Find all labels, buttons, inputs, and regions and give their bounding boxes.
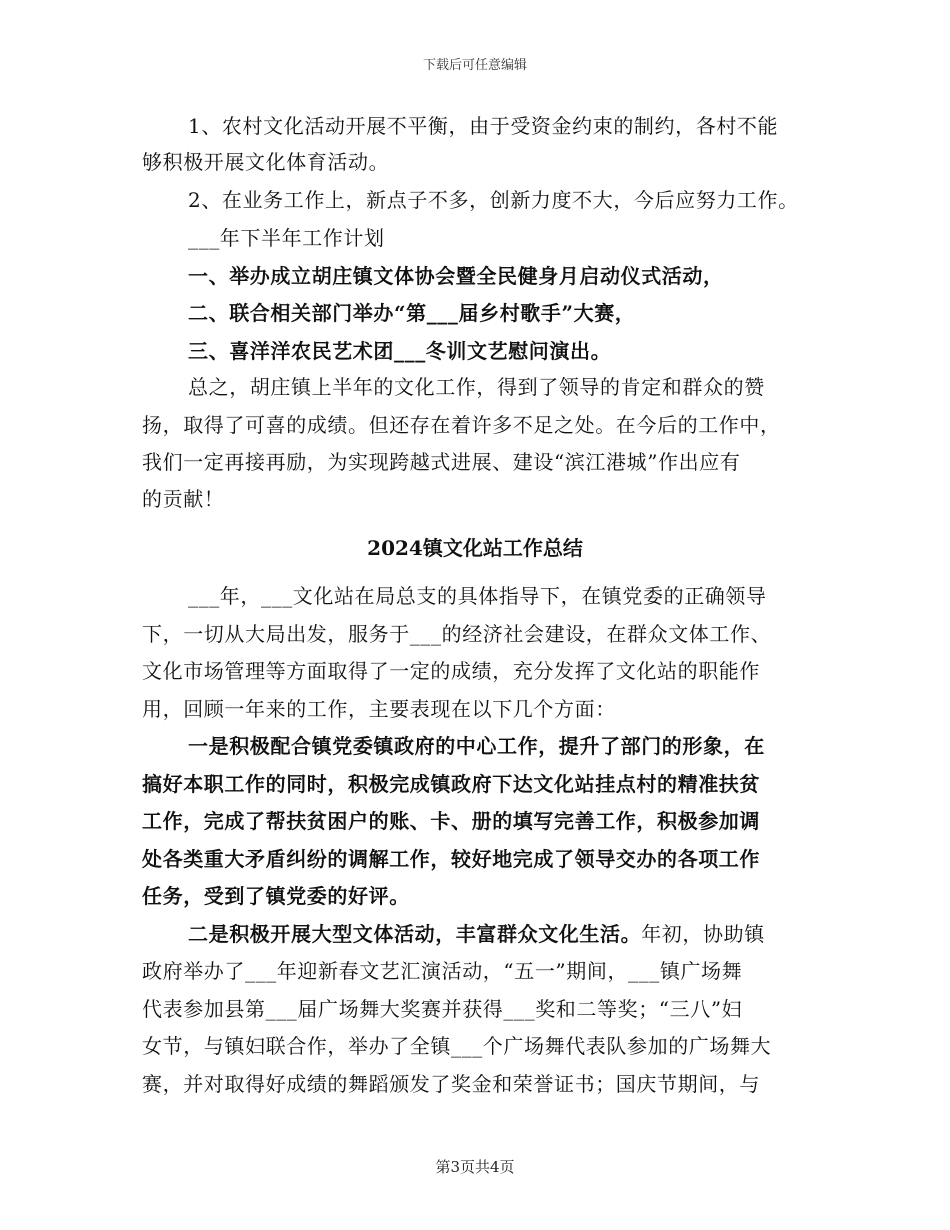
- paragraph-line: 1、农村文化活动开展不平衡，由于受资金约束的制约，各村不能: [188, 114, 779, 138]
- paragraph-line: 处各类重大矛盾纠纷的调解工作，较好地完成了领导交办的各项工作: [142, 847, 760, 871]
- page-header-note: 下载后可任意编辑: [422, 58, 527, 73]
- paragraph-line: [188, 922, 765, 946]
- section-title: 2024镇文化站工作总结: [367, 536, 583, 560]
- paragraph-line: 总之，胡庄镇上半年的文化工作，得到了领导的肯定和群众的赞: [188, 375, 765, 399]
- plan-item-3: 三、喜洋洋农民艺术团___冬训文艺慰问演出。: [188, 339, 612, 363]
- paragraph-line: 文化市场管理等方面取得了一定的成绩，充分发挥了文化站的职能作: [142, 659, 760, 683]
- plan-item-2: 二、联合相关部门举办“第___届乡村歌手”大赛，: [188, 301, 636, 325]
- paragraph-line: 的贡献！: [142, 487, 225, 511]
- paragraph-line: 下，一切从大局出发，服务于___的经济社会建设，在群众文体工作、: [142, 622, 772, 646]
- lead-tail-text: 年初，协助镇: [641, 922, 765, 946]
- paragraph-line: 工作，完成了帮扶贫困户的账、卡、册的填写完善工作，积极参加调: [142, 809, 760, 833]
- plan-item-1: 一、举办成立胡庄镇文体协会暨全民健身月启动仪式活动，: [188, 264, 724, 288]
- page-number: 第3页共4页: [435, 1158, 515, 1176]
- paragraph-line: 2、在业务工作上，新点子不多，创新力度不大，今后应努力工作。: [188, 188, 799, 212]
- paragraph-line: 政府举办了___年迎新春文艺汇演活动，“五一”期间，___镇广场舞: [142, 959, 743, 983]
- paragraph-line: 扬，取得了可喜的成绩。但还存在着许多不足之处。在今后的工作中，: [142, 413, 781, 437]
- paragraph-line: 女节，与镇妇联合作，举办了全镇___个广场舞代表队参加的广场舞大: [142, 1034, 772, 1058]
- paragraph-line: 用，回顾一年来的工作，主要表现在以下几个方面：: [142, 697, 616, 721]
- paragraph-line: 我们一定再接再励，为实现跨越式进展、建设“滨江港城”作出应有: [142, 450, 741, 474]
- paragraph-line: 一是积极配合镇党委镇政府的中心工作，提升了部门的形象，在: [188, 734, 765, 758]
- paragraph-line: ___年下半年工作计划: [188, 226, 385, 250]
- paragraph-line: 赛，并对取得好成绩的舞蹈颁发了奖金和荣誉证书；国庆节期间，与: [142, 1072, 760, 1096]
- bold-lead-text: 二是积极开展大型文体活动，丰富群众文化生活。: [188, 922, 642, 946]
- paragraph-line: 代表参加县第___届广场舞大奖赛并获得___奖和二等奖；“三八”妇: [142, 997, 743, 1021]
- paragraph-line: 够积极开展文化体育活动。: [142, 150, 390, 174]
- paragraph-line: 搞好本职工作的同时，积极完成镇政府下达文化站挂点村的精准扶贫: [142, 772, 760, 796]
- paragraph-line: ___年，___文化站在局总支的具体指导下，在镇党委的正确领导: [188, 584, 767, 608]
- paragraph-line: 任务，受到了镇党委的好评。: [142, 884, 410, 908]
